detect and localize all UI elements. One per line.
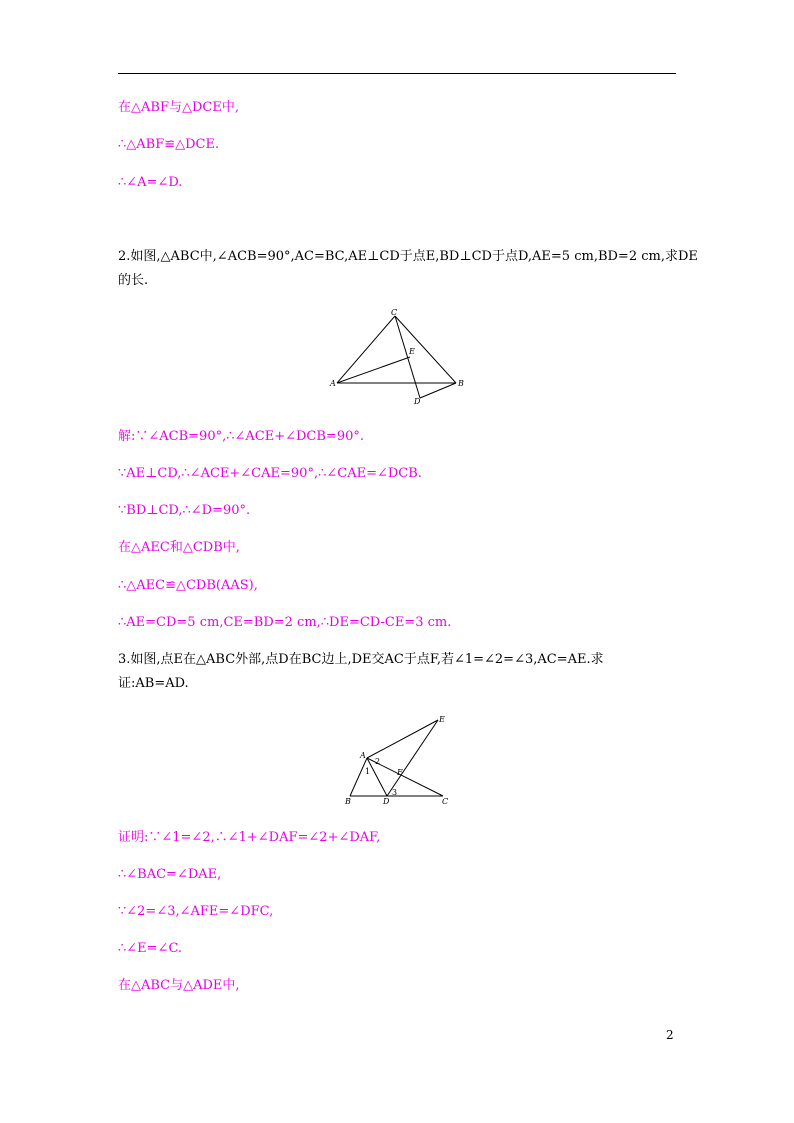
label-f: F <box>397 768 403 777</box>
label-e: E <box>439 715 445 724</box>
proof-line-2: ∴∠BAC=∠DAE, <box>118 867 222 882</box>
page-number: 2 <box>666 1028 674 1042</box>
proof-line-4: ∴∠E=∠C. <box>118 941 183 956</box>
label-c: C <box>391 308 398 317</box>
proof-line-3: ∵∠2=∠3,∠AFE=∠DFC, <box>118 904 274 919</box>
question-3-line-2: 证:AB=AD. <box>118 676 189 691</box>
label-a: A <box>330 379 336 388</box>
label-d: D <box>414 397 421 406</box>
label-b: B <box>345 797 351 806</box>
solution-line-6: ∴AE=CD=5 cm,CE=BD=2 cm,∴DE=CD-CE=3 cm. <box>118 615 452 630</box>
solution-line-5: ∴△AEC≌△CDB(AAS), <box>118 578 258 593</box>
question-2-line-2: 的长. <box>118 273 149 288</box>
text-line-3: ∴∠A=∠D. <box>118 175 183 190</box>
angle-label-3: 3 <box>392 788 398 797</box>
label-c: C <box>442 797 449 806</box>
question-2-line-1: 2.如图,△ABC中,∠ACB=90°,AC=BC,AE⊥CD于点E,BD⊥CD于点D,AE=5 cm,BD=2 cm,求DE <box>118 249 698 264</box>
question-3-line-1: 3.如图,点E在△ABC外部,点D在BC边上,DE交AC于点F,若∠1=∠2=∠3,AC=AE.求 <box>118 652 604 667</box>
figure-triangle-abc-1 <box>325 308 470 412</box>
text-line-1: 在△ABF与△DCE中, <box>118 100 239 115</box>
angle-label-2: 2 <box>375 757 381 766</box>
solution-line-4: 在△AEC和△CDB中, <box>118 540 240 555</box>
label-d: D <box>383 797 390 806</box>
angle-label-1: 1 <box>365 767 371 776</box>
label-e: E <box>409 347 415 356</box>
label-a: A <box>360 751 366 760</box>
solution-line-1: 解:∵∠ACB=90°,∴∠ACE+∠DCB=90°. <box>118 429 364 444</box>
header-rule <box>118 73 676 74</box>
label-b: B <box>458 379 464 388</box>
proof-line-1: 证明:∵∠1=∠2,∴∠1+∠DAF=∠2+∠DAF, <box>118 830 381 845</box>
figure-triangle-abc-2 <box>340 712 460 816</box>
solution-line-2: ∵AE⊥CD,∴∠ACE+∠CAE=90°,∴∠CAE=∠DCB. <box>118 466 422 481</box>
proof-line-5: 在△ABC与△ADE中, <box>118 978 240 993</box>
text-line-2: ∴△ABF≌△DCE. <box>118 137 220 152</box>
solution-line-3: ∵BD⊥CD,∴∠D=90°. <box>118 503 251 518</box>
